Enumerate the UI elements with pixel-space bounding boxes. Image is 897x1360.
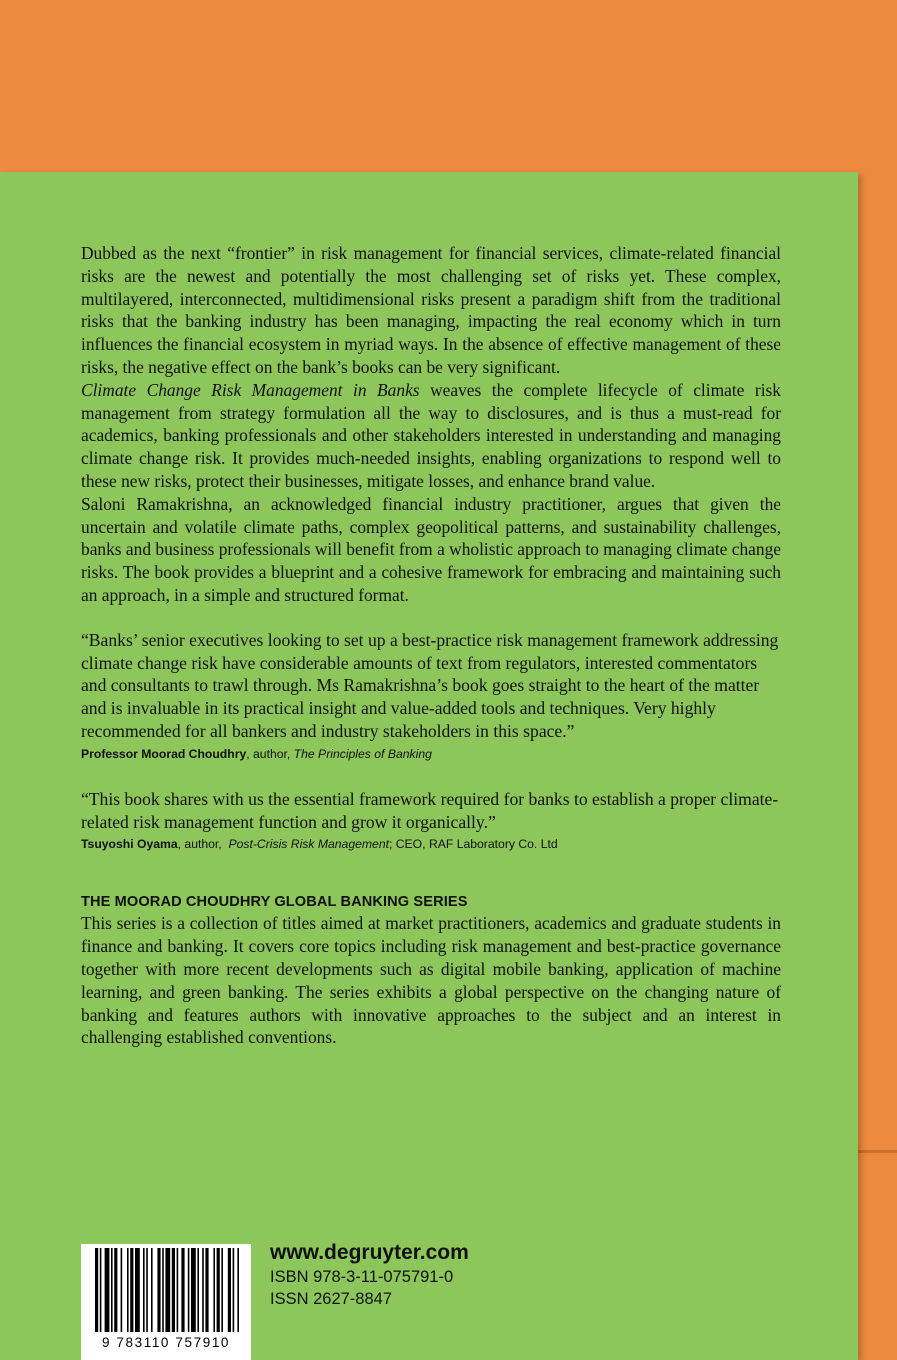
barcode-bar — [177, 1248, 179, 1332]
description-paragraph-3: Saloni Ramakrishna, an acknowledged financial industry practitioner, argues that given the uncertain and volatile climate paths, complex geopolitical patterns, and sustainability challenges, banks and business professionals will benefit from a wholistic approach to managing climate change risks. The book provides a blueprint and a cohesive framework for embracing and maintaining such an approach, in a simple and structured format. — [81, 493, 781, 605]
endorsement-attribution-1 — [81, 746, 781, 762]
endorsement-quote-1: “Banks’ senior executives looking to set up a best-practice risk management framework addressing climate change risk have considerable amounts of text from regulators, interested commentators and consultants to trawl through. Ms Ramakrishna’s book goes straight to the heart of the matter and is invaluable in its practical insight and value-added tools and techniques. Very highly recommended for all bankers and industry stakeholders in this space.” — [81, 629, 779, 741]
endorser-role: , author, — [177, 837, 229, 852]
series-title: THE MOORAD CHOUDHRY GLOBAL BANKING SERIES — [81, 894, 468, 911]
cover-text — [81, 242, 781, 1049]
barcode-bar — [172, 1248, 175, 1332]
barcode-bar — [95, 1248, 98, 1332]
description-paragraph-1: Dubbed as the next “frontier” in risk management for financial services, climate-related financial risks are the newest and potentially the most challenging set of risks yet. These complex, multilayered, interconnected, multidimensional risks present a paradigm shift from the traditional risks that the banking industry has been managing, impacting the real economy which in turn influences the financial ecosystem in myriad ways. In the absence of effective management of these risks, the negative effect on the bank’s books can be very significant. — [81, 243, 781, 377]
isbn-barcode — [81, 1244, 251, 1360]
barcode-bar — [228, 1248, 231, 1332]
barcode-bar — [130, 1248, 133, 1332]
barcode-bar — [213, 1248, 215, 1332]
endorser-name: Professor Moorad Choudhry — [81, 746, 247, 761]
barcode-bar — [191, 1248, 196, 1332]
endorser-work: Post-Crisis Risk Management — [228, 837, 389, 852]
book-title: Climate Change Risk Management in Banks — [81, 379, 420, 400]
barcode-bar — [202, 1248, 204, 1332]
barcode-bar — [121, 1248, 123, 1332]
issn-number: ISSN 2627-8847 — [270, 1290, 393, 1308]
endorsement-quote-2: “This book shares with us the essential framework required for banks to establish a proper climate-related risk management function and grow it organically.” — [81, 788, 779, 832]
description-paragraph-2 — [81, 379, 781, 493]
barcode-bar — [157, 1248, 160, 1332]
barcode-bar — [181, 1248, 184, 1332]
back-flap-edge — [858, 1150, 897, 1153]
barcode-bar — [221, 1248, 223, 1332]
barcode-bar — [233, 1248, 235, 1332]
barcode-bar — [146, 1248, 148, 1332]
barcode-bar — [165, 1248, 170, 1332]
endorsement-attribution-2 — [81, 836, 781, 852]
endorser-extra: ; CEO, RAF Laboratory Co. Ltd — [388, 837, 558, 852]
publisher-url: www.degruyter.com — [270, 1241, 469, 1264]
barcode-digits: 9 783110 757910 — [101, 1335, 231, 1350]
barcode-bar — [151, 1248, 153, 1332]
barcode-bar — [143, 1248, 145, 1332]
barcode-bar — [197, 1248, 199, 1332]
description-paragraph-2-text: weaves the complete lifecycle of climate risk management from strategy formulation all the way to disclosures, and is thus a must-read for academics, banking professionals and other stakeholders interested in understanding and managing climate change risk. It provides much-needed insights, enabling organizations to respond well to these new risks, protect their businesses, mitigate losses, and enhance brand value. — [81, 379, 782, 491]
barcode-bar — [188, 1248, 190, 1332]
endorser-name: Tsuyoshi Oyama — [81, 837, 178, 852]
barcode-bar — [111, 1248, 113, 1332]
endorser-role: , author, — [246, 746, 294, 761]
series-description: This series is a collection of titles aimed at market practitioners, academics and graduate students in finance and banking. It covers core topics including risk management and best-practice governance together with more recent developments such as digital mobile banking, application of machine learning, and green banking. The series exhibits a global perspective on the changing nature of banking and features authors with innovative approaches to the subject and an interest in challenging established conventions. — [81, 913, 781, 1048]
barcode-bar — [217, 1248, 220, 1332]
barcode-bar — [127, 1248, 129, 1332]
barcode-bar — [135, 1248, 140, 1332]
endorser-work: The Principles of Banking — [293, 746, 432, 761]
barcode-bar — [162, 1248, 164, 1332]
barcode-bar — [114, 1248, 117, 1332]
barcode-bar — [105, 1248, 110, 1332]
publisher-info — [270, 1240, 469, 1310]
barcode-bar — [205, 1248, 208, 1332]
barcode-bar — [100, 1248, 102, 1332]
barcode-bar — [237, 1248, 239, 1332]
isbn-number: ISBN 978-3-11-075791-0 — [270, 1268, 454, 1286]
